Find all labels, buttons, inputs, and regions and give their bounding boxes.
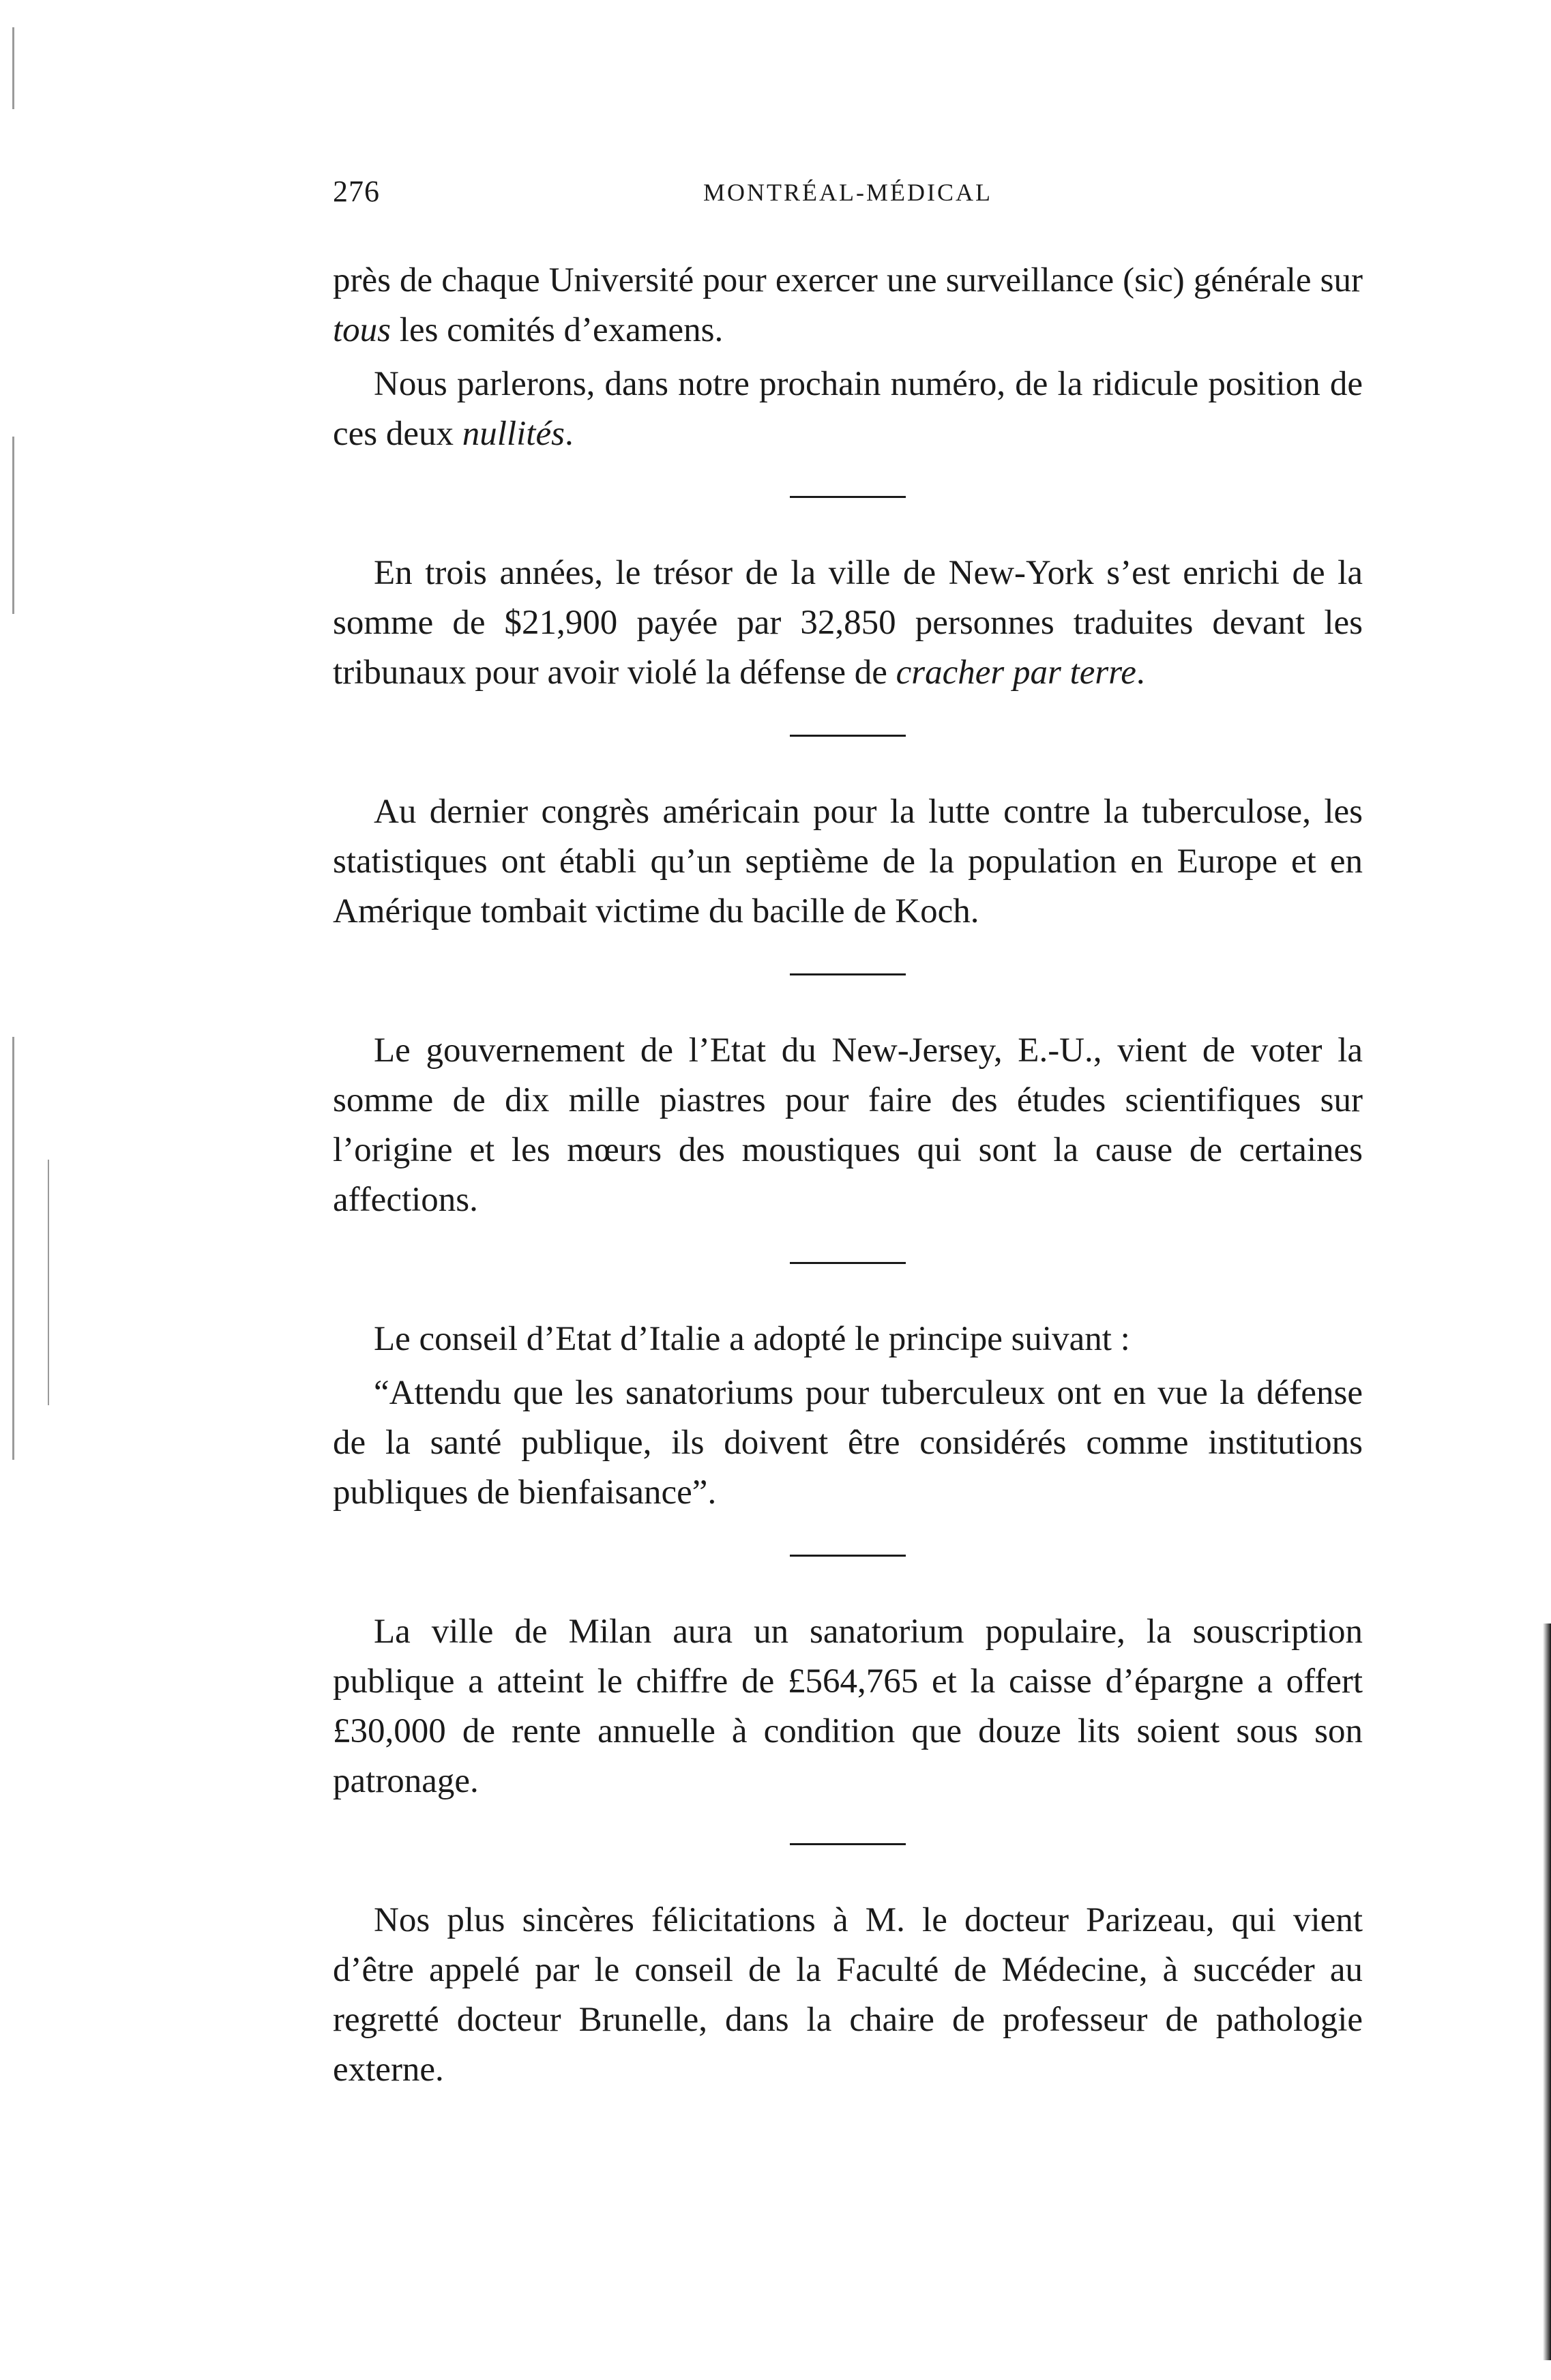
news-item [333,1607,1363,1806]
paragraph [333,1368,1363,1518]
text-run: Le gouvernement de l’Etat du New-Jersey, E.-U., vient de voter la somme de dix mille piastres pour faire des études scientifiques sur l’origine et les mœurs des moustiques qui sont la cause de certaines affections. [333,1031,1363,1219]
italic-text: nullités [462,415,565,453]
scan-margin-mark [48,1160,49,1405]
paragraph [333,787,1363,937]
paragraph [333,1607,1363,1806]
section-divider [790,973,906,975]
news-item [333,256,1363,459]
paragraph [333,1314,1363,1364]
paragraph [333,1896,1363,2095]
news-item [333,1314,1363,1518]
text-run: En trois années, le trésor de la ville de New-York s’est enrichi de la somme de $21,900 payée par 32,850 personnes traduites devant les tribunaux pour avoir violé la défense de [333,554,1363,692]
italic-text: cracher par terre [896,653,1136,692]
text-run: . [1136,653,1145,692]
text-run: La ville de Milan aura un sanatorium populaire, la souscription publique a atteint le chiffre de £564,765 et la caisse d’épargne a offert £30,000 de rente annuelle à condition que douze lits soient sous son patronage. [333,1613,1363,1800]
news-item [333,1896,1363,2095]
italic-text: tous [333,311,392,349]
text-run: Nous parlerons, dans notre prochain numéro, de la ridicule position de ces deux [333,365,1363,453]
section-divider [790,1843,906,1845]
text-run: Au dernier congrès américain pour la lutte contre la tuberculose, les statistiques ont établi qu’un septième de la population en Europe et en Amérique tombait victime du bacille de Koch. [333,793,1363,930]
article-body [333,256,1363,2095]
text-run: les comités d’examens. [391,311,724,349]
text-run: Le conseil d’Etat d’Italie a adopté le principe suivant : [374,1320,1130,1358]
text-run: “Attendu que les sanatoriums pour tuberculeux ont en vue la défense de la santé publique, ils doivent être considérés comme institutions publiques de bienfaisance”. [333,1374,1363,1512]
section-divider [790,735,906,737]
running-head: MONTRÉAL-MÉDICAL [703,179,992,206]
paragraph [333,359,1363,459]
section-divider [790,1262,906,1264]
text-run: près de chaque Université pour exercer une surveillance (sic) générale sur [333,261,1363,299]
page-number: 276 [333,175,380,208]
text-run: Nos plus sincères félicitations à M. le docteur Parizeau, qui vient d’être appelé par le conseil de la Faculté de Médecine, à succéder au regretté docteur Brunelle, dans la chaire de professeur de pathologie externe. [333,1901,1363,2089]
page-content [333,174,1363,2095]
page-edge-shadow [1543,1624,1551,2360]
paragraph [333,256,1363,355]
news-item [333,1026,1363,1225]
paragraph [333,1026,1363,1225]
scan-margin-mark [12,437,14,614]
page-header [333,174,1363,215]
news-item [333,787,1363,937]
paragraph [333,548,1363,698]
section-divider [790,1555,906,1557]
scan-margin-mark [12,1037,14,1460]
scan-margin-mark [12,27,14,109]
section-divider [790,496,906,498]
news-item [333,548,1363,698]
text-run: . [564,415,574,453]
